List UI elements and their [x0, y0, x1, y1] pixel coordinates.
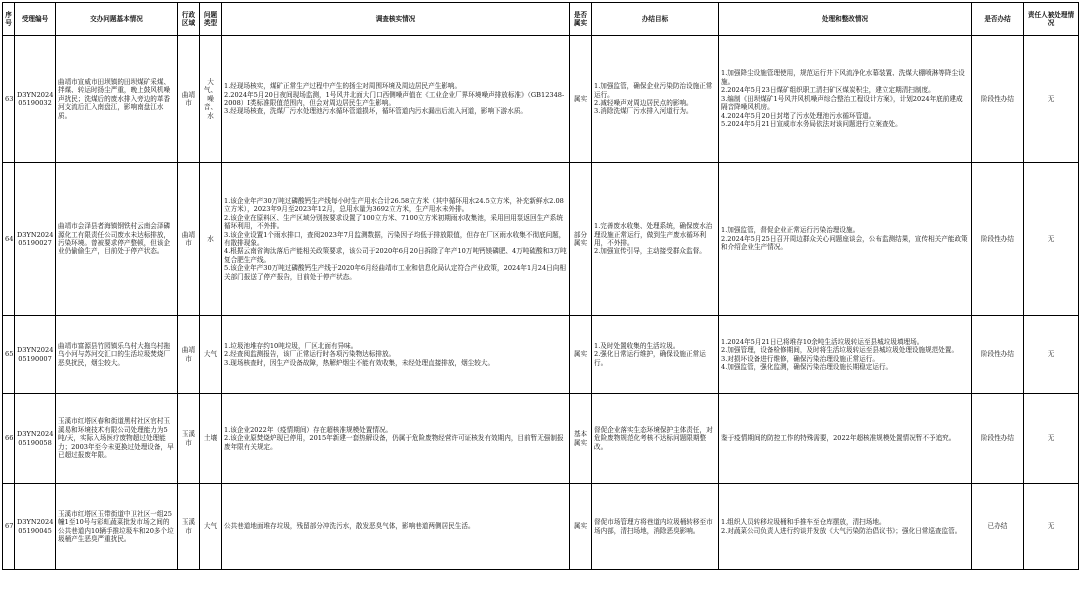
cell-problem: 曲靖市富源县竹园镇乐乌村大拖乌村拖乌小河与苏河交汇口的生活垃圾焚烧厂恶臭扰民，烟尘较大。 [56, 316, 178, 394]
cell-type: 土壤 [200, 394, 222, 484]
cell-investigation: 1.该企业2022年（疫情期间）存在超核准规模处置情况。 2.该企业原焚烧炉现已停用，2015年新建一套热解设备，仍属于危险废物经营许可证核发有效期内，目前暂无强制报废年限有关规定。 [222, 394, 570, 484]
cell-problem: 玉溪市红塔区玉带街道中卫社区一组25幢1至10号与彩虹蔬菜批发市场之间的公共巷道内10辆手推垃圾车和20多个垃圾桶产生恶臭严重扰民。 [56, 484, 178, 570]
cell-seq: 64 [3, 163, 15, 316]
cell-case-no: D3YN2024 05190027 [15, 163, 56, 316]
cell-done: 已办结 [972, 484, 1024, 570]
cell-problem: 玉溪市红塔区春和街道黑村社区官村玉溪易和环境技术有限公司处理能力为5吨/天，实际入场医疗废物超过处理能力；2003年至今未更换过处理设备，早已超过报废年限。 [56, 394, 178, 484]
header-region: 行政区域 [178, 3, 200, 36]
header-seq: 序号 [3, 3, 15, 36]
header-investigation: 调查核实情况 [222, 3, 570, 36]
cell-region: 曲靖市 [178, 163, 200, 316]
cell-accountability: 无 [1024, 484, 1079, 570]
cell-seq: 65 [3, 316, 15, 394]
cell-done: 阶段性办结 [972, 163, 1024, 316]
cell-seq: 63 [3, 36, 15, 163]
cell-goal: 督促市场管理方将巷道内垃圾桶转移至市场内部，清扫场地，消除恶臭影响。 [592, 484, 719, 570]
cell-accountability: 无 [1024, 36, 1079, 163]
cell-problem: 曲靖市会泽县者海镇钢铁村云南会泽磷源化工有限责任公司废水未达标排放，污染环境。曾被要求停产整顿，但该企业仍偷偷生产，目前处于停产状态。 [56, 163, 178, 316]
header-goal: 办结目标 [592, 3, 719, 36]
cell-problem: 曲靖市宣威市田坝镇的田坝煤矿采煤、拌煤、转运时扬尘严重，晚上鼓风机噪声扰民；洗煤后的废水排入旁边的革香河支流后汇入南盘江，影响南盘江水质。 [56, 36, 178, 163]
cell-done: 阶段性办结 [972, 316, 1024, 394]
cell-region: 曲靖市 [178, 316, 200, 394]
cell-done: 阶段性办结 [972, 36, 1024, 163]
header-done: 是否办结 [972, 3, 1024, 36]
cell-investigation: 1.垃圾池堆存约10吨垃圾，厂区北面有异味。 2.经查阅监测报告，该厂正常运行时各项污染物达标排放。 3.现场核查时，因生产设备故障，热解炉烟尘不能有效收集，未经处理直接排放，烟尘较大。 [222, 316, 570, 394]
cell-verified: 属实 [570, 484, 592, 570]
header-verified: 是否属实 [570, 3, 592, 36]
cell-type: 大气 [200, 316, 222, 394]
table-row [3, 484, 1079, 570]
cell-type: 大气 [200, 484, 222, 570]
table-row [3, 316, 1079, 394]
cell-handling: 1.组织人员转移垃圾桶和手推车至仓库摆放，清扫场地。 2.对蔬菜公司负责人进行约谈并发放《大气污染防治倡议书》；强化日常巡查监管。 [719, 484, 972, 570]
header-handling: 处理和整改情况 [719, 3, 972, 36]
cell-investigation: 1.经现场核实，煤矿正常生产过程中产生的扬尘对周围环境及周边居民产生影响。 2.2024年5月20日夜间现场监测，1号风井北面大门口西侧噪声值在《工业企业厂界环境噪声排放标准》（GB12348-2008）I类标准限值范围内，但会对周边居民生产生影响。 3.经现场核查，洗煤厂污水处理池污水循环管道损坏，循环管道内污水漏出后流入河道，影响下游水质。 [222, 36, 570, 163]
cell-type: 大气、噪音、水 [200, 36, 222, 163]
cell-verified: 部分属实 [570, 163, 592, 316]
header-accountability: 责任人被处理情况 [1024, 3, 1079, 36]
cell-goal: 1.完善废水收集、处理系统，确保废水治理设施正常运行，做到生产废水循环利用，不外排。 2.加强宣传引导，主动接受群众监督。 [592, 163, 719, 316]
cell-case-no: D3YN2024 05190058 [15, 394, 56, 484]
cell-investigation: 1.该企业年产30万吨过磷酸钙生产线每小时生产用水合计26.58立方米（其中循环用水24.5立方米，补充新鲜水2.08立方米），2023年9月至2023年12月，总用水量为3692立方米，生产用水未外排。 2.该企业在原料区、生产区域分别按要求设置了100立方米、7100立方米初期雨水收集池，采用回用泵返回生产系统循环利用，不外排。 3.该企业设置1个雨水排口，查阅2023年7月监测数据，污染因子均低于排放限值，但存在厂区雨水收集不彻底问题，有散排现象。 4.根据云南省淘汰落后产能相关政策要求，该公司于2020年6月20日拆除了年产10万吨钙镁磷肥、4万吨硫酸和3万吨复合肥生产线。 5.该企业年产30万吨过磷酸钙生产线于2020年6月经曲靖市工业和信息化局认定符合产业政策，2024年1月24日向相关部门报送了停产报告，目前处于停产状态。 [222, 163, 570, 316]
cell-handling: 鉴于疫情期间的防控工作的特殊需要，2022年超核准规模处置情况暂不予追究。 [719, 394, 972, 484]
cell-accountability: 无 [1024, 163, 1079, 316]
table-row [3, 36, 1079, 163]
table-row [3, 163, 1079, 316]
cell-handling: 1.2024年5月21日已将堆存10余吨生活垃圾转运至县城垃圾填埋场。 2.加强管理，设备检修期间，及时将生活垃圾转运至县城垃圾处理设施规范处置。 3.对损坏设备进行维修，确保污染治理设施正常运行。 4.加强监管，强化监测，确保污染治理设施长期稳定运行。 [719, 316, 972, 394]
cell-case-no: D3YN2024 05190007 [15, 316, 56, 394]
cell-goal: 1.加强监管，确保企业污染防治设施正常运行。 2.减轻噪声对周边居民点的影响。 3.消除洗煤厂污水排入河道行为。 [592, 36, 719, 163]
header-type: 问题类型 [200, 3, 222, 36]
cell-type: 水 [200, 163, 222, 316]
case-table [2, 2, 1079, 570]
header-problem: 交办问题基本情况 [56, 3, 178, 36]
cell-goal: 1.及时处置收集的生活垃圾。 2.强化日常运行维护，确保设施正常运行。 [592, 316, 719, 394]
cell-seq: 66 [3, 394, 15, 484]
cell-investigation: 公共巷道地面堆存垃圾，残留部分冲洗污水，散发恶臭气体，影响巷道两侧居民生活。 [222, 484, 570, 570]
cell-goal: 督促企业落实生态环境保护主体责任，对危险废物规范化考核不达标问题限期整改。 [592, 394, 719, 484]
cell-handling: 1.加强降尘设施管理使用，规范运行井下风流净化水幕装置、洗煤大棚喷淋等降尘设施。 2.2024年5月23日煤矿组织职工清扫矿区煤炭积尘，建立定期清扫制度。 3.编制《田坝煤矿1号风井风机噪声综合整治工程设计方案》，计划2024年底前建成隔音降噪风机房。 4.2024年5月20日封堵了污水处理池污水循环管道。 5.2024年5月21日宣威市水务局依法对该问题进行立案查处。 [719, 36, 972, 163]
header-case-no: 受理编号 [15, 3, 56, 36]
cell-verified: 基本属实 [570, 394, 592, 484]
cell-seq: 67 [3, 484, 15, 570]
cell-region: 曲靖市 [178, 36, 200, 163]
cell-verified: 属实 [570, 36, 592, 163]
table-row [3, 394, 1079, 484]
cell-case-no: D3YN2024 05190032 [15, 36, 56, 163]
cell-region: 玉溪市 [178, 484, 200, 570]
table-header-row [3, 3, 1079, 36]
cell-verified: 属实 [570, 316, 592, 394]
cell-done: 阶段性办结 [972, 394, 1024, 484]
cell-region: 玉溪市 [178, 394, 200, 484]
cell-accountability: 无 [1024, 316, 1079, 394]
cell-handling: 1.加强监管，督促企业正常运行污染治理设施。 2.2024年5月25日召开周边群众关心问题座谈会，公布监测结果，宣传相关产能政策和介绍企业生产情况。 [719, 163, 972, 316]
cell-accountability: 无 [1024, 394, 1079, 484]
cell-case-no: D3YN2024 05190045 [15, 484, 56, 570]
